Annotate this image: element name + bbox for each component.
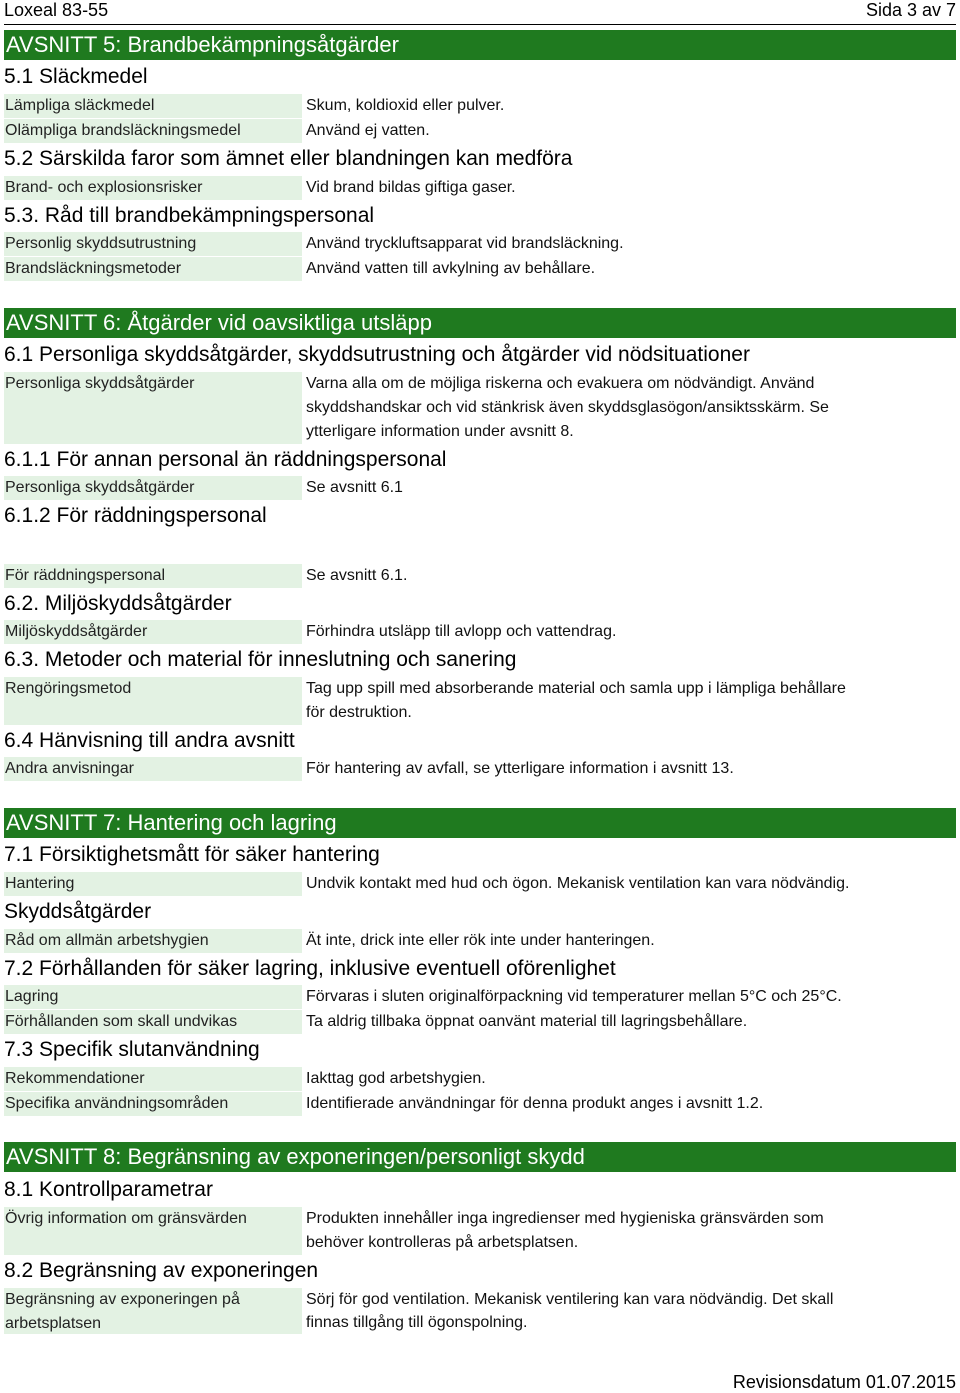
value-begransning-1: Sörj för god ventilation. Mekanisk ventilering kan vara nödvändig. Det skall <box>306 1291 834 1308</box>
value-rengoringsmetod-1: Tag upp spill med absorberande material och samla upp i lämpliga behållare <box>306 680 846 697</box>
subsection-6-2: 6.2. Miljöskyddsåtgärder <box>4 592 232 615</box>
label-forhallanden-undvikas: Förhållanden som skall undvikas <box>4 1010 302 1034</box>
label-anvandningsomraden: Specifika användningsområden <box>4 1092 302 1116</box>
label-andra-anvisningar: Andra anvisningar <box>4 757 302 781</box>
value-brandslackningsmetoder: Använd vatten till avkylning av behållare. <box>306 260 596 277</box>
value-andra-anvisningar: För hantering av avfall, se ytterligare information i avsnitt 13. <box>306 760 734 777</box>
subsection-7-3: 7.3 Specifik slutanvändning <box>4 1038 260 1061</box>
value-rekommendationer: Iakttag god arbetshygien. <box>306 1070 486 1087</box>
value-brand-explosion: Vid brand bildas giftiga gaser. <box>306 179 516 196</box>
label-personliga-skyddsatgarder-2: Personliga skyddsåtgärder <box>4 476 302 500</box>
subsection-5-2: 5.2 Särskilda faror som ämnet eller blandningen kan medföra <box>4 147 573 170</box>
label-personliga-skyddsatgarder: Personliga skyddsåtgärder <box>4 372 302 444</box>
label-hantering: Hantering <box>4 872 302 896</box>
label-begransning-line-2: arbetsplatsen <box>5 1315 102 1332</box>
value-arbetshygien: Ät inte, drick inte eller rök inte under hanteringen. <box>306 932 655 949</box>
subsection-7-1: 7.1 Försiktighetsmått för säker hantering <box>4 843 380 866</box>
subsection-5-3: 5.3. Råd till brandbekämpningspersonal <box>4 204 375 227</box>
section-5-header: AVSNITT 5: Brandbekämpningsåtgärder <box>4 30 956 60</box>
label-arbetshygien: Råd om allmän arbetshygien <box>4 929 302 953</box>
label-rekommendationer: Rekommendationer <box>4 1067 302 1091</box>
value-personliga-skyddsatgarder-3: ytterligare information under avsnitt 8. <box>306 423 574 440</box>
value-olampliga: Använd ej vatten. <box>306 122 430 139</box>
subsection-skyddsatgarder: Skyddsåtgärder <box>4 900 152 923</box>
label-brand-explosion: Brand- och explosionsrisker <box>4 176 302 200</box>
subsection-5-1: 5.1 Släckmedel <box>4 65 148 88</box>
subsection-8-2: 8.2 Begränsning av exponeringen <box>4 1259 319 1282</box>
value-hantering: Undvik kontakt med hud och ögon. Mekanisk ventilation kan vara nödvändig. <box>306 875 850 892</box>
value-lampliga-slackmedel: Skum, koldioxid eller pulver. <box>306 97 505 114</box>
label-brandslackningsmetoder: Brandsläckningsmetoder <box>4 257 302 281</box>
value-lagring: Förvaras i sluten originalförpackning vid temperaturer mellan 5°C och 25°C. <box>306 988 842 1005</box>
label-personlig-skyddsutrustning: Personlig skyddsutrustning <box>4 232 302 256</box>
value-se-avsnitt-6-1: Se avsnitt 6.1 <box>306 479 403 496</box>
label-lagring: Lagring <box>4 985 302 1009</box>
subsection-8-1: 8.1 Kontrollparametrar <box>4 1178 213 1201</box>
subsection-6-4: 6.4 Hänvisning till andra avsnitt <box>4 729 295 752</box>
label-begransning-line-1: Begränsning av exponeringen på <box>5 1291 240 1308</box>
product-name: Loxeal 83-55 <box>4 0 109 20</box>
subsection-6-3: 6.3. Metoder och material för inneslutning och sanering <box>4 648 517 671</box>
label-lampliga-slackmedel: Lämpliga släckmedel <box>4 94 302 118</box>
label-miljoskyddsatgarder: Miljöskyddsåtgärder <box>4 620 302 644</box>
label-rengoringsmetod: Rengöringsmetod <box>4 677 302 725</box>
section-8-header: AVSNITT 8: Begränsning av exponeringen/personligt skydd <box>4 1142 956 1172</box>
label-for-raddningspersonal: För räddningspersonal <box>4 564 302 588</box>
value-personliga-skyddsatgarder-2: skyddshandskar och vid stänkrisk även skyddsglasögon/ansiktsskärm. Se <box>306 399 829 416</box>
label-olampliga: Olämpliga brandsläckningsmedel <box>4 119 302 143</box>
subsection-6-1-2: 6.1.2 För räddningspersonal <box>4 504 267 527</box>
subsection-6-1-1: 6.1.1 För annan personal än räddningspersonal <box>4 448 447 471</box>
value-forhallanden-undvikas: Ta aldrig tillbaka öppnat oanvänt material till lagringsbehållare. <box>306 1013 748 1030</box>
value-ovrig-information-1: Produkten innehåller inga ingredienser med hygieniska gränsvärden som <box>306 1210 824 1227</box>
subsection-6-1: 6.1 Personliga skyddsåtgärder, skyddsutrustning och åtgärder vid nödsituationer <box>4 343 750 366</box>
value-for-raddningspersonal: Se avsnitt 6.1. <box>306 567 408 584</box>
value-ovrig-information-2: behöver kontrolleras på arbetsplatsen. <box>306 1234 579 1251</box>
page-header <box>4 0 956 25</box>
value-personlig-skyddsutrustning: Använd tryckluftsapparat vid brandsläckning. <box>306 235 624 252</box>
page-number: Sida 3 av 7 <box>865 0 956 20</box>
value-personliga-skyddsatgarder-1: Varna alla om de möjliga riskerna och evakuera om nödvändigt. Använd <box>306 375 815 392</box>
value-begransning-2: finnas tillgång till ögonspolning. <box>306 1314 528 1331</box>
value-anvandningsomraden: Identifierade användningar för denna produkt anges i avsnitt 1.2. <box>306 1095 764 1112</box>
section-6-header: AVSNITT 6: Åtgärder vid oavsiktliga utsläpp <box>4 308 956 338</box>
subsection-7-2: 7.2 Förhållanden för säker lagring, inklusive eventuell oförenlighet <box>4 957 616 980</box>
label-ovrig-information: Övrig information om gränsvärden <box>4 1207 302 1255</box>
section-7-header: AVSNITT 7: Hantering och lagring <box>4 808 956 838</box>
label-begransning-arbetsplatsen <box>4 1288 302 1334</box>
value-miljoskyddsatgarder: Förhindra utsläpp till avlopp och vattendrag. <box>306 623 617 640</box>
value-rengoringsmetod-2: för destruktion. <box>306 704 412 721</box>
revision-date: Revisionsdatum 01.07.2015 <box>732 1372 956 1392</box>
